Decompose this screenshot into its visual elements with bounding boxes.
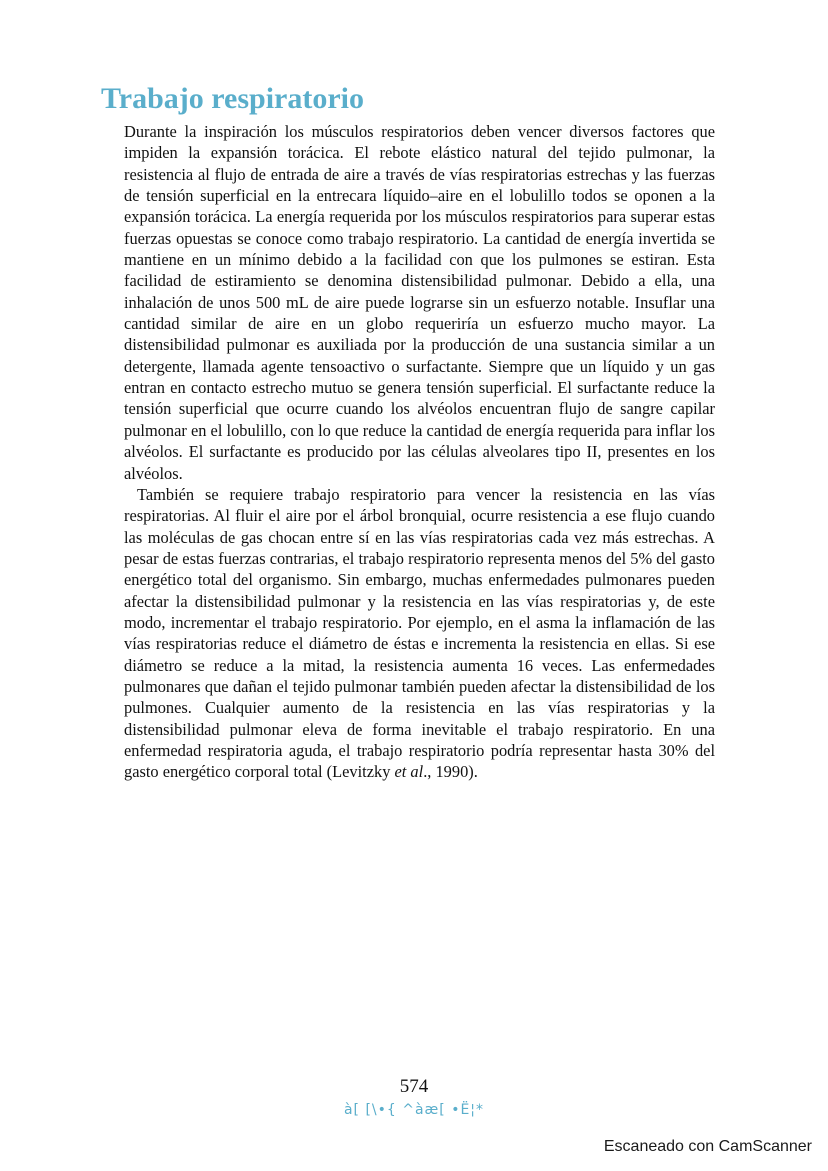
section-title: Trabajo respiratorio xyxy=(101,82,365,115)
body-text xyxy=(124,121,715,783)
citation-tail: ., 1990). xyxy=(423,762,478,782)
page-number: 574 xyxy=(399,1076,429,1097)
camscanner-label: Escaneado con CamScanner xyxy=(603,1138,812,1155)
citation-etal: et al xyxy=(394,762,424,782)
paragraph-1: Durante la inspiración los músculos respiratorios deben vencer diversos factores que impiden la expansión torácica. El rebote elástico natural del tejido pulmonar, la resistencia al flujo de entrada de aire a través de vías respiratorias estrechas y las fuerzas de tensión superficial en la entrecara líquido–aire en el lobulillo todos se oponen a la expansión torácica. La energía requerida por los músculos respiratorios para superar estas fuerzas opuestas se conoce como trabajo respiratorio. La cantidad de energía invertida se mantiene en un mínimo debido a la facilidad con que los pulmones se estiran. Esta facilidad de estiramiento se denomina distensibilidad pulmonar. Debido a ella, una inhalación de unos 500 mL de aire puede lograrse sin un esfuerzo notable. Insuflar una cantidad similar de aire en un globo requeriría un esfuerzo mucho mayor. La distensibilidad pulmonar es auxiliada por la producción de una sustancia similar a un detergente, llamada agente tensoactivo o surfactante. Siempre que un líquido y un gas entran en contacto estrecho mutuo se genera tensión superficial. El surfactante reduce la tensión superficial que ocurre cuando los alvéolos encuentran flujo de sangre capilar pulmonar en el lobulillo, con lo que reduce la cantidad de energía requerida para inflar los alvéolos. El surfactante es producido por las células alveolares tipo II, presentes en los alvéolos. xyxy=(124,122,715,483)
paragraph-2-text: También se requiere trabajo respiratorio para vencer la resistencia en las vías respiratorias. Al fluir el aire por el árbol bronquial, ocurre resistencia a ese flujo cuando las moléculas de gas chocan entre sí en las vías respiratorias cada vez más estrechas. A pesar de estas fuerzas contrarias, el trabajo respiratorio representa menos del 5% del gasto energético total del organismo. Sin embargo, muchas enfermedades pulmonares pueden afectar la distensibilidad pulmonar y la resistencia en las vías respiratorias y, de este modo, incrementar el trabajo respiratorio. Por ejemplo, en el asma la inflamación de las vías respiratorias reduce el diámetro de éstas e incrementa la resistencia en ellas. Si ese diámetro se reduce a la mitad, la resistencia aumenta 16 veces. Las enfermedades pulmonares que dañan el tejido pulmonar también pueden afectar la distensibilidad de los pulmones. Cualquier aumento de la resistencia en las vías respiratorias y la distensibilidad pulmonar eleva de forma inevitable el trabajo respiratorio. En una enfermedad respiratoria aguda, el trabajo respiratorio podría representar hasta 30% del gasto energético corporal total (Levitzky xyxy=(124,484,715,782)
watermark-text: à[ [\•{ ^àæ[ •Ë¦* xyxy=(343,1102,485,1118)
paragraph-2 xyxy=(124,484,715,783)
